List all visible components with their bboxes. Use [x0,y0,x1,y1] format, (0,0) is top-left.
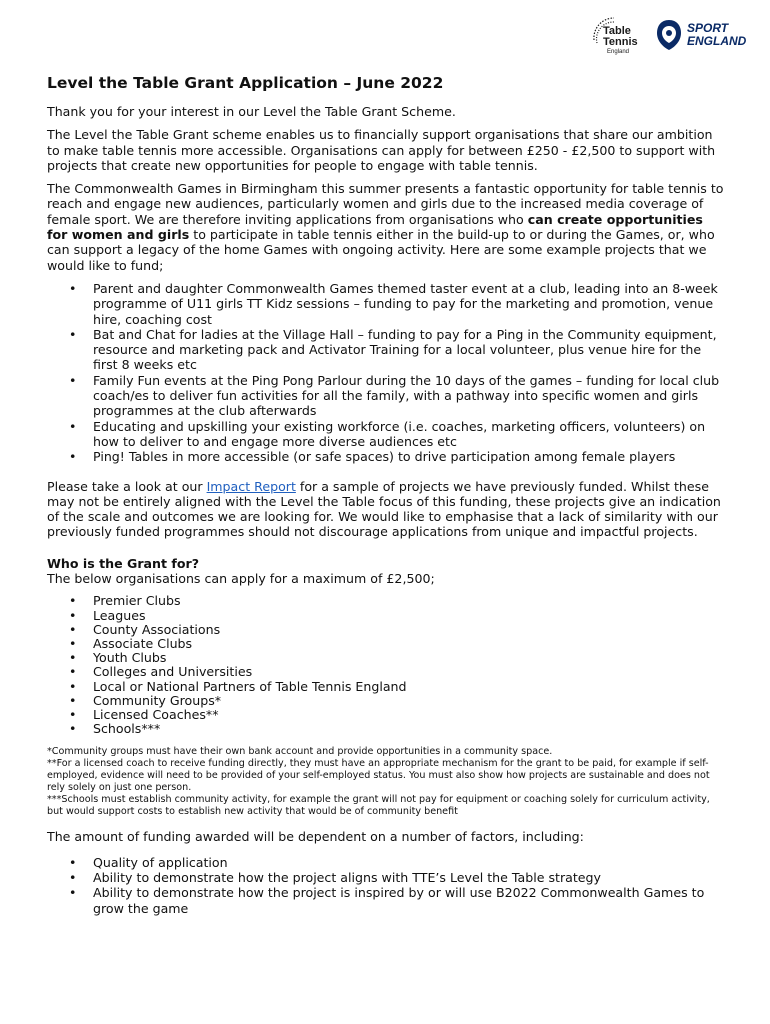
list-item: • Leagues [93,609,727,623]
organisations-list [47,594,727,736]
list-item: • Licensed Coaches** [93,708,727,722]
list-item: • Colleges and Universities [93,665,727,679]
footnote-schools: ***Schools must establish community activity, for example the grant will not pay for equipment or coaching solely for curriculum activity, but would support costs to establish new activity that would be of community benefit [47,794,710,818]
table-tennis-england-logo [588,10,646,58]
list-item: • County Associations [93,623,727,637]
example-projects-list [47,281,727,465]
sport-logo-line1: SPORT [687,21,729,35]
list-item: • Ping! Tables in more accessible (or safe spaces) to drive participation among female players [93,449,727,464]
tte-logo-line1: Table [603,25,631,37]
impact-paragraph [47,479,727,540]
list-item: • Schools*** [93,722,727,736]
commonwealth-text-2: to participate in table tennis either in the build-up to or during the Games, or, who can support a legacy of the home Games with ongoing activity. Here are some example projects that we would like to fund; [47,227,715,273]
list-item: • Community Groups* [93,694,727,708]
list-item: • Parent and daughter Commonwealth Games themed taster event at a club, leading into an 8-week programme of U11 girls TT Kidz sessions – funding to pay for the marketing and promotion, venue hire, coaching cost [93,281,727,327]
list-item: • Local or National Partners of Table Tennis England [93,680,727,694]
page-title: Level the Table Grant Application – June 2022 [47,74,444,92]
tte-logo-line2: Tennis [603,36,638,48]
impact-text-1: Please take a look at our [47,478,207,494]
list-item: • Youth Clubs [93,651,727,665]
list-item: • Family Fun events at the Ping Pong Parlour during the 10 days of the games – funding for local club coach/es to deliver fun activities for all the family, with a pathway into specific women and girls programmes at the club afterwards [93,373,727,419]
document-body [47,74,727,924]
list-item: • Bat and Chat for ladies at the Village Hall – funding to pay for a Ping in the Community equipment, resource and marketing pack and Activator Training for a local volunteer, plus venue hire for the first 8 weeks etc [93,327,727,373]
factors-intro: The amount of funding awarded will be dependent on a number of factors, including: [47,829,584,845]
who-heading: Who is the Grant for? [47,555,200,571]
scheme-paragraph: The Level the Table Grant scheme enables us to financially support organisations that share our ambition to make table tennis more accessible. Organisations can apply for between £250 - £2,500 to support with projects that create new opportunities for people to engage with table tennis. [47,127,716,173]
list-item: • Premier Clubs [93,594,727,608]
footnote-community: *Community groups must have their own bank account and provide opportunities in a community space. [47,746,553,758]
sport-england-logo [655,14,755,54]
footnote-coaches: **For a licensed coach to receive funding directly, they must have an appropriate mechanism for the grant to be paid, for example if self-employed, evidence will need to be provided of your self-employed status. You must also show how projects are sustainable and does not rely solely on just one person. [47,758,710,794]
factors-list [47,855,727,916]
impact-text-2: for a sample of projects we have previously funded. Whilst these may not be entirely aligned with the Level the Table focus of this funding, these projects give an indication of the scale and outcomes we are looking for. We would like to emphasise that a lack of similarity with our previously funded programmes should not discourage applications from unique and impactful projects. [47,478,721,540]
who-intro: The below organisations can apply for a maximum of £2,500; [47,571,435,587]
list-item: • Ability to demonstrate how the project is inspired by or will use B2022 Commonwealth Games to grow the game [93,885,727,916]
list-item: • Educating and upskilling your existing workforce (i.e. coaches, marketing officers, volunteers) on how to deliver to and engage more diverse audiences etc [93,419,727,450]
intro-paragraph: Thank you for your interest in our Level the Table Grant Scheme. [47,104,456,119]
list-item: • Quality of application [93,855,727,870]
list-item: • Ability to demonstrate how the project aligns with TTE’s Level the Table strategy [93,870,727,885]
commonwealth-text-1: The Commonwealth Games in Birmingham this summer presents a fantastic opportunity for table tennis to reach and engage new audiences, particularly women and girls due to the increased media coverage of female sport. We are therefore inviting applications from organisations who [47,181,724,227]
sport-logo-line2: ENGLAND [687,34,747,48]
list-item: • Associate Clubs [93,637,727,651]
impact-report-link[interactable]: Impact Report [206,478,296,494]
footnotes [47,746,727,818]
tte-logo-line3: England [607,49,630,55]
commonwealth-bold-text: can create opportunities for women and girls [47,211,703,243]
commonwealth-paragraph [47,181,727,273]
